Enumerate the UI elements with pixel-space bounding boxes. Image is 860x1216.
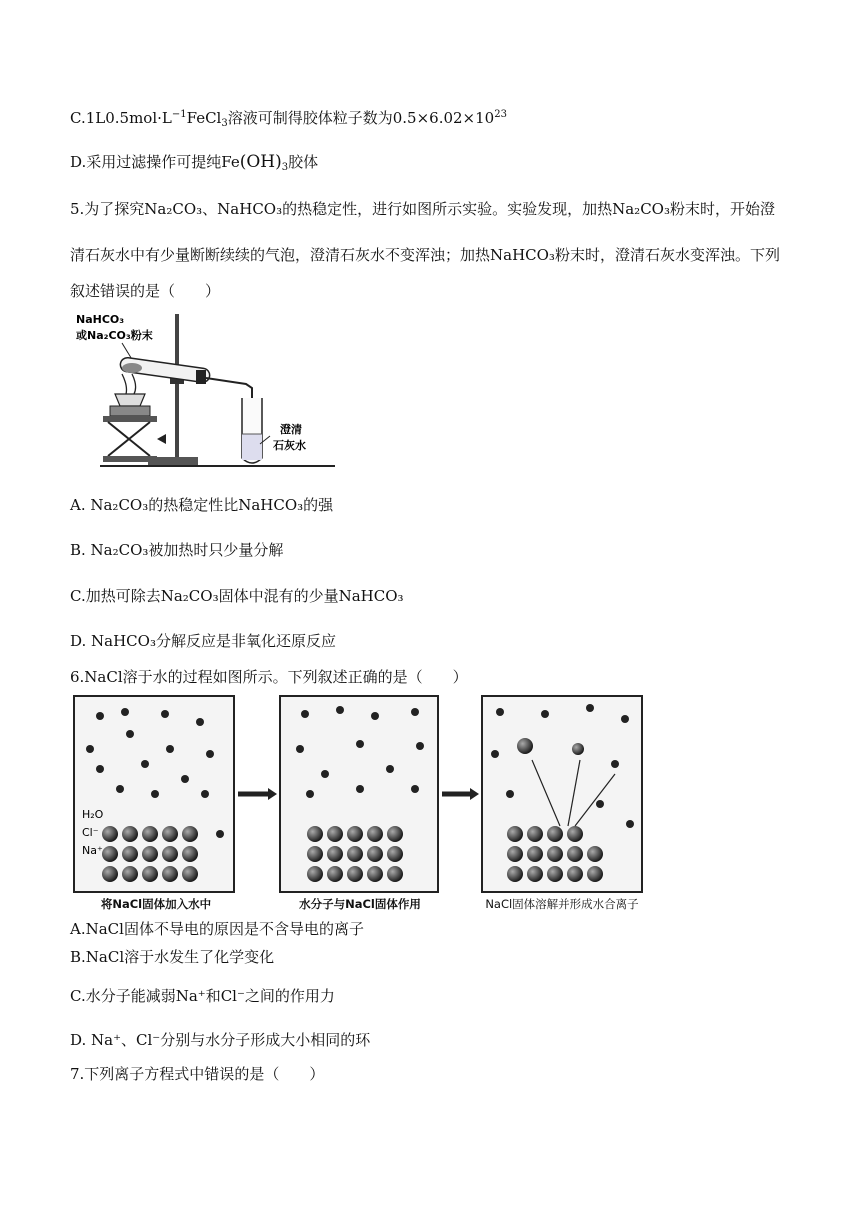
q6-option-b: B.NaCl溶于水发生了化学变化 bbox=[70, 948, 275, 966]
q5-option-c: C.加热可除去Na₂CO₃固体中混有的少量NaHCO₃ bbox=[70, 587, 404, 605]
q6-panels bbox=[70, 694, 650, 894]
q6-dissolution-figure bbox=[70, 694, 650, 916]
q6-option-a: A.NaCl固体不导电的原因是不含导电的离子 bbox=[70, 920, 364, 938]
q5-option-b: B. Na₂CO₃被加热时只少量分解 bbox=[70, 541, 284, 559]
q4-option-c: $C.1L0.5mol\cdot L^{-1}FeCl_3$溶液可制得胶体粒子数为$0.5\times 6.02\times 10^{23}$ bbox=[70, 109, 507, 129]
q5-stem-line-3: 叙述错误的是（ ） bbox=[70, 282, 221, 300]
figure-caption-3: NaCl固体溶解并形成水合离子 bbox=[485, 897, 639, 911]
q6-option-c: C.水分子能减弱Na⁺和Cl⁻之间的作用力 bbox=[70, 987, 335, 1005]
q5-apparatus-figure bbox=[70, 306, 340, 472]
na-label: Na⁺ bbox=[82, 844, 103, 857]
cl-label: Cl⁻ bbox=[82, 826, 99, 839]
lime-label-1: 澄清 bbox=[280, 423, 302, 436]
lime-label-2: 石灰水 bbox=[273, 439, 306, 452]
powder-label-1: NaHCO₃ bbox=[76, 313, 125, 326]
q5-option-d: D. NaHCO₃分解反应是非氧化还原反应 bbox=[70, 632, 336, 650]
figure-caption-2: 水分子与NaCl固体作用 bbox=[299, 897, 421, 911]
q6-option-d: D. Na⁺、Cl⁻分别与水分子形成大小相同的环 bbox=[70, 1031, 371, 1049]
q5-option-a: A. Na₂CO₃的热稳定性比NaHCO₃的强 bbox=[70, 496, 334, 514]
q7-stem: 7.下列离子方程式中错误的是（ ） bbox=[70, 1065, 325, 1083]
q4-option-d: D.采用过滤操作可提纯$Fe(OH)_3$胶体 bbox=[70, 152, 319, 173]
q6-stem: 6.NaCl溶于水的过程如图所示。下列叙述正确的是（ ） bbox=[70, 668, 468, 686]
h2o-label: H₂O bbox=[82, 808, 104, 821]
figure-caption-1: 将NaCl固体加入水中 bbox=[100, 897, 212, 911]
powder-label-2: 或Na₂CO₃粉末 bbox=[76, 329, 153, 342]
q5-stem-line-2: 清石灰水中有少量断断续续的气泡，澄清石灰水不变浑浊；加热NaHCO₃粉末时，澄清石灰水变浑浊。下列 bbox=[70, 246, 780, 264]
q5-stem-line-1: 5.为了探究Na₂CO₃、NaHCO₃的热稳定性，进行如图所示实验。实验发现，加热Na₂CO₃粉末时，开始澄 bbox=[70, 200, 775, 218]
